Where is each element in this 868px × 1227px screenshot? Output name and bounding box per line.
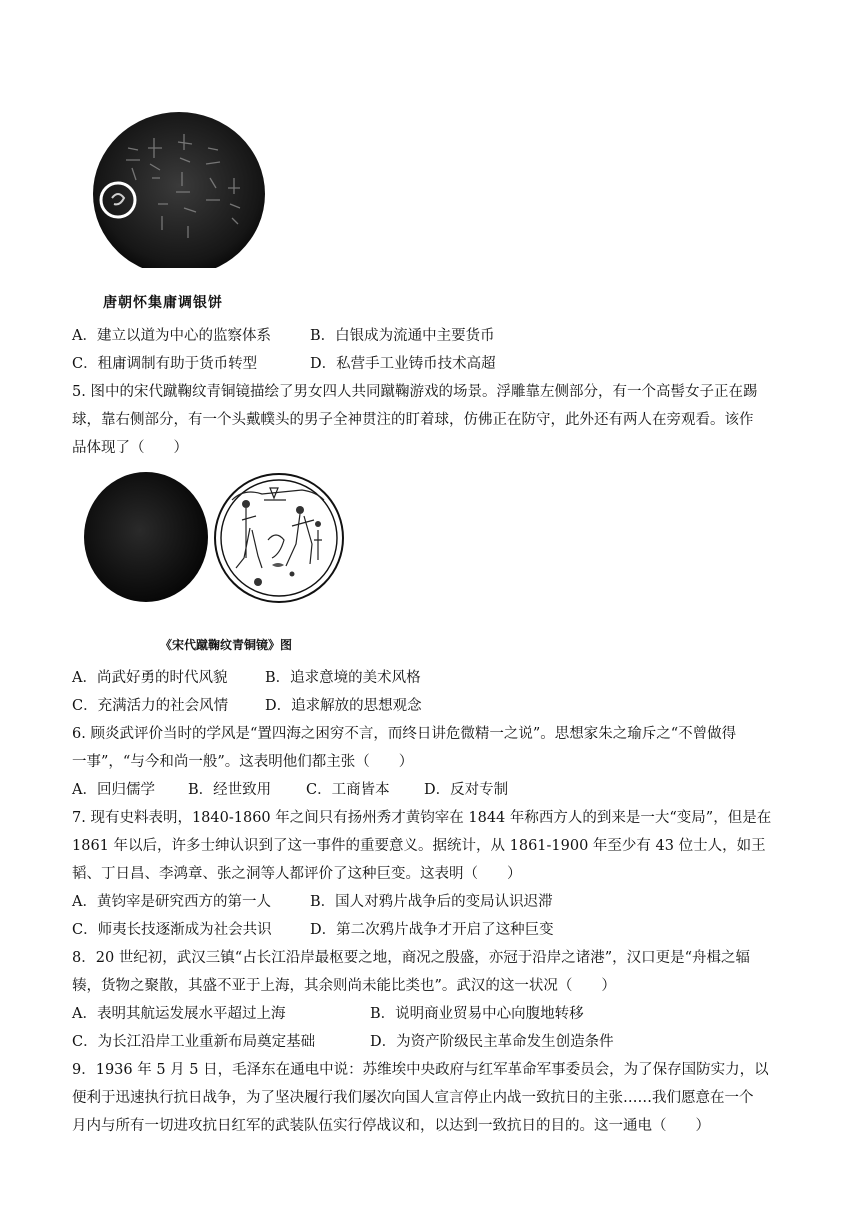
q6-option-d: D．反对专制 <box>424 782 509 798</box>
q8-option-d: D．为资产阶级民主革命发生创造条件 <box>370 1034 614 1050</box>
q7-option-b: B．国人对鸦片战争后的变局认识迟滞 <box>310 894 553 910</box>
q4-option-c: C．租庸调制有助于货币转型 <box>72 356 258 372</box>
q9-stem-line-2: 便利于迅速执行抗日战争，为了坚决履行我们屡次向国人宣言停止内战一致抗日的主张……我们愿意在一个 <box>72 1090 754 1106</box>
q9-stem-line-1: 9．1936 年 5 月 5 日，毛泽东在通电中说：苏维埃中央政府与红军革命军事委员会，为了保存国防实力，以 <box>72 1062 769 1078</box>
q8-stem-line-1: 8．20 世纪初，武汉三镇“占长江沿岸最枢要之地，商况之殷盛，亦冠于沿岸之诸港”，汉口更是“舟楫之辐 <box>72 950 751 966</box>
q7-option-a: A．黄钧宰是研究西方的第一人 <box>72 894 271 910</box>
q4-option-d: D．私营手工业铸币技术高超 <box>310 356 496 372</box>
bronze-mirror-image <box>82 470 346 605</box>
q8-option-c: C．为长江沿岸工业重新布局奠定基础 <box>72 1034 316 1050</box>
q5-option-c: C．充满活力的社会风情 <box>72 698 229 714</box>
silver-cake-rubbing-image <box>88 108 270 280</box>
q7-stem-line-2: 1861 年以后，许多士绅认识到了这一事件的重要意义。据统计，从 1861-1900 年至少有 43 位士人，如王 <box>72 838 766 854</box>
q7-option-d: D．第二次鸦片战争才开启了这种巨变 <box>310 922 554 938</box>
q8-option-a: A．表明其航运发展水平超过上海 <box>72 1006 286 1022</box>
q4-option-b: B．白银成为流通中主要货币 <box>310 328 495 344</box>
q5-stem-line-3: 品体现了（ ） <box>72 440 188 456</box>
figure-caption-silver-cake: 唐朝怀集庸调银饼 <box>103 295 223 311</box>
figure-caption-bronze-mirror: 《宋代蹴鞠纹青铜镜》图 <box>160 638 293 652</box>
q5-option-d: D．追求解放的思想观念 <box>265 698 422 714</box>
q7-stem-line-1: 7. 现有史料表明，1840-1860 年之间只有扬州秀才黄钧宰在 1844 年称西方人的到来是一大“变局”，但是在 <box>72 810 772 826</box>
q5-option-a: A．尚武好勇的时代风貌 <box>72 670 228 686</box>
q6-option-c: C．工商皆本 <box>306 782 390 798</box>
q5-stem-line-2: 球，靠右侧部分，有一个头戴幞头的男子全神贯注的盯着球，仿佛正在防守，此外还有两人在旁观看。该作 <box>72 412 754 428</box>
q5-option-b: B．追求意境的美术风格 <box>265 670 421 686</box>
q6-stem-line-2: 一事”，“与今和尚一般”。这表明他们都主张（ ） <box>72 754 414 770</box>
q8-option-b: B．说明商业贸易中心向腹地转移 <box>370 1006 584 1022</box>
q5-stem-line-1: 5. 图中的宋代蹴鞠纹青铜镜描绘了男女四人共同蹴鞠游戏的场景。浮雕靠左侧部分，有一个高髻女子正在踢 <box>72 384 758 400</box>
q9-stem-line-3: 月内与所有一切进攻抗日红军的武装队伍实行停战议和，以达到一致抗日的目的。这一通电（ ） <box>72 1118 710 1134</box>
q7-stem-line-3: 韬、丁日昌、李鸿章、张之洞等人都评价了这种巨变。这表明（ ） <box>72 866 522 882</box>
q4-option-a: A．建立以道为中心的监察体系 <box>72 328 271 344</box>
q8-stem-line-2: 辏，货物之聚散，其盛不亚于上海，其余则尚未能比类也”。武汉的这一状况（ ） <box>72 978 616 994</box>
q6-option-a: A．回归儒学 <box>72 782 155 798</box>
q7-option-c: C．师夷长技逐渐成为社会共识 <box>72 922 272 938</box>
q6-option-b: B．经世致用 <box>188 782 272 798</box>
q6-stem-line-1: 6. 顾炎武评价当时的学风是“置四海之困穷不言，而终日讲危微精一之说”。思想家朱之瑜斥之“不曾做得 <box>72 726 737 742</box>
